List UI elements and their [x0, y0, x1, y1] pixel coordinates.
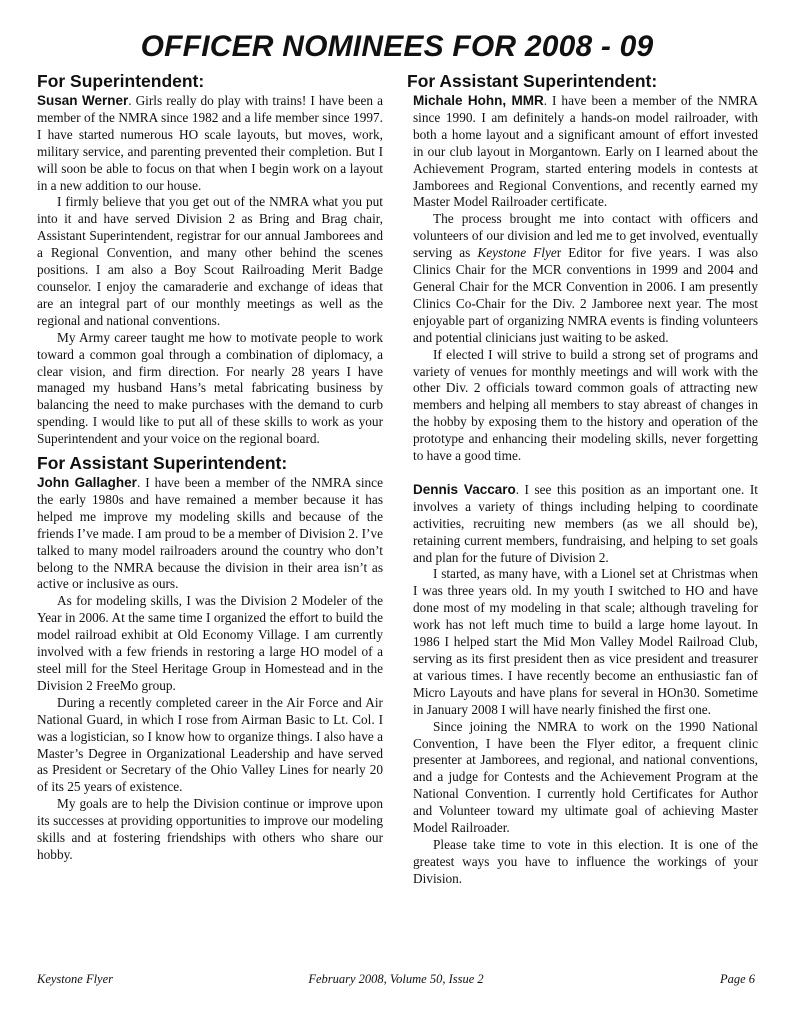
- vaccaro-paragraph-3: Since joining the NMRA to work on the 1990 National Convention, I have been the Flyer editor, a frequent clinic presenter at Jamborees, and regional, and national conventions, and a judge for Contests and the Achievement Program at the National Convention. I currently hold Certificates for Author and Volunteer toward my ultimate goal of achieving Master Model Railroader.: [413, 718, 758, 836]
- gallagher-paragraph-2: As for modeling skills, I was the Division 2 Modeler of the Year in 2006. At the same time I organized the effort to build the model railroad exhibit at Old Economy Village. I am currently involved with a few friends in restoring a large HO model of a steel mill for the Steel Heritage Group in Homestead and in the Division 2 FreeMo group.: [37, 593, 383, 693]
- vaccaro-paragraph-4: Please take time to vote in this election. It is one of the greatest ways you have to influence the workings of your Division.: [413, 836, 758, 886]
- right-column: [407, 70, 759, 888]
- left-column: [37, 70, 383, 864]
- hohn-paragraph-2: The process brought me into contact with officers and volunteers of our division and led me to get involved, eventually serving as Keystone Flyer Editor for five years. I was also Clinics Chair for the MCR conventions in 1999 and 2004 and General Chair for the MCR Convention in 2006. I am presently Clinics Co-Chair for the Div. 2 Jamboree next year. The most enjoyable part of organizing NMRA events is finding volunteers and potential clinicians just waiting to be asked.: [413, 211, 759, 345]
- superintendent-section: [37, 70, 383, 448]
- nominee-name-gallagher: John Gallagher: [37, 475, 137, 491]
- footer-publication: Keystone Flyer: [37, 972, 114, 986]
- assistant-heading-right: For Assistant Superintendent:: [407, 71, 658, 91]
- vaccaro-section: [413, 482, 758, 888]
- vaccaro-paragraph-2: I started, as many have, with a Lionel set at Christmas when I was three years old. In my youth I switched to HO and have done most of my modeling in that scale; although traveling for work has not left much time to build a large home layout. In 1986 I helped start the Mid Mon Valley Model Railroad Club, serving as its first president then as vice president and treasurer at various times. I have recently become an enthusiastic fan of Micro Layouts and have plans for several in HOn30. Sometime in January 2008 I will have nearly finished the first one.: [413, 566, 758, 717]
- publication-name: Keystone Flye: [477, 245, 557, 261]
- gallagher-paragraph-4: My goals are to help the Division continue or improve upon its successes at providing opportunities to improve our modeling skills and at fostering friendships with others who share our hobby.: [37, 796, 383, 862]
- nominee-name-werner: Susan Werner: [37, 93, 129, 108]
- hohn-paragraph-1: Michale Hohn, MMR. I have been a member of the NMRA since 1990. I am definitely a hands-on model railroader, with both a home layout and a significant amount of effort invested in our club layout in Morgantown. Early on I learned about the Achievement Program, started entering models in contests at Jamborees and Regional Conventions, and recently earned my Master Model Railroader certificate.: [413, 93, 759, 210]
- assistant-section-left: [37, 452, 383, 864]
- werner-paragraph-3: My Army career taught me how to motivate people to work toward a common goal through a combination of diplomacy, a clear vision, and firm direction. For nearly 28 years I have managed my husband Hans’s metal fabricating business by balancing the need to make purchases with the demand to curb spending. I would like to put all of these skills to work as your Superintendent and your voice on the regional board.: [37, 329, 383, 447]
- page-footer: [37, 972, 755, 988]
- werner-paragraph-2: I firmly believe that you get out of the NMRA what you put into it and have served Division 2 as Bring and Brag chair, Assistant Superintendent, registrar for our annual Jamborees and a Regional Convention, and many other behind the scenes positions. I am also a Boy Scout Railroading Merit Badge counselor. I enjoy the camaraderie and exchange of ideas that are an integral part of our monthly meetings as well as the regional and national conventions.: [37, 194, 383, 328]
- assistant-heading-left: For Assistant Superintendent:: [37, 453, 288, 474]
- nominee-name-hohn: Michale Hohn, MMR: [413, 93, 544, 108]
- superintendent-heading: For Superintendent:: [37, 71, 205, 91]
- vaccaro-paragraph-1: Dennis Vaccaro. I see this position as an important one. It involves a variety of things including helping to coordinate activities, recruiting new members (as we all should be), retaining current members, fundraising, and helping to set goals and plan for the future of Division 2.: [413, 481, 758, 565]
- page-title: OFFICER NOMINEES FOR 2008 - 09: [140, 30, 654, 63]
- werner-paragraph-1: Susan Werner. Girls really do play with trains! I have been a member of the NMRA since 1982 and a life member since 1997. I have started numerous HO scale layouts, but moves, work, military service, and parenting prevented their completion. But I will soon be able to focus on that when I begin work on a layout in a new addition to our house.: [37, 93, 383, 193]
- gallagher-paragraph-3: During a recently completed career in the Air Force and Air National Guard, in which I rose from Airman Basic to Lt. Col. I was a logistician, so I know how to organize things. I also have a Master’s Degree in Organizational Leadership and have served as President or Secretary of the Ohio Valley Lines for nearly 20 of its 25 years of existence.: [37, 694, 383, 795]
- gallagher-paragraph-1: John Gallagher. I have been a member of the NMRA since the early 1980s and have remained a member because it has helped me improve my modeling skills and because of the friends I’ve made. I am proud to be a member of Division 2. I’ve talked to many model railroaders around the country who don’t belong to the NMRA because the division in their area isn’t as active or inclusive as ours.: [37, 475, 383, 592]
- hohn-section: [413, 93, 758, 465]
- nominee-name-vaccaro: Dennis Vaccaro: [413, 481, 516, 497]
- hohn-paragraph-3: If elected I will strive to build a strong set of programs and variety of venues for monthly meetings and will work with the other Div. 2 officials toward common goals of attracting new members and helping all members to stay abreast of changes in the hobby by exposing them to the history and operation of the prototype and enhancing their modeling skills, never forgetting to have a good time.: [413, 346, 758, 464]
- footer-page-number: Page 6: [719, 972, 755, 986]
- section-gap: [413, 465, 758, 482]
- footer-issue: February 2008, Volume 50, Issue 2: [308, 972, 484, 986]
